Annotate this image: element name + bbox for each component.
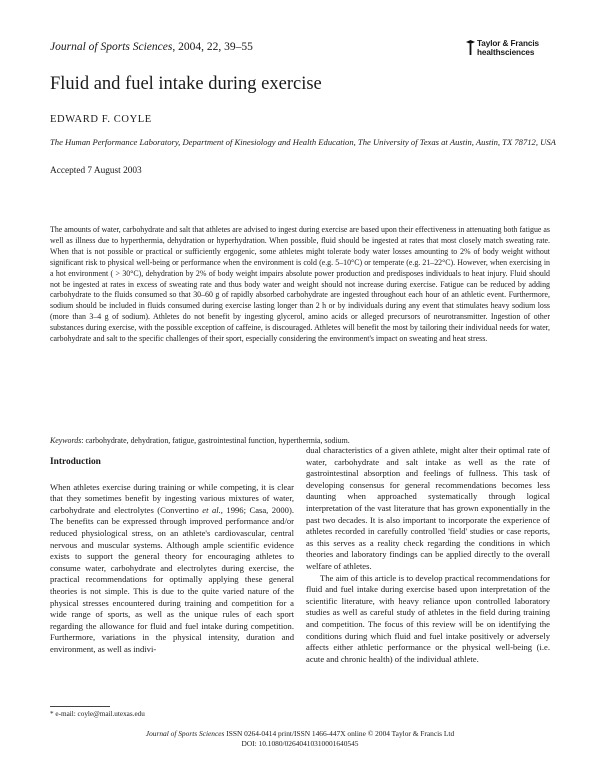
affiliation: The Human Performance Laboratory, Department of Kinesiology and Health Education, The University of Texas at Austin, Austin, TX 78712, USA [50,137,556,147]
page-footer [0,729,600,748]
article-title: Fluid and fuel intake during exercise [50,74,322,94]
paragraph-text: , 1996; Casa, 2000). The benefits can be expressed through improved performance and/or reduced physiological stress, on an athlete's cardiovascular, central nervous and muscular systems. Although ample scientific evidence exists to support the general theory for encouraging athletes to consume water, carbohydrate and electrolytes during exercise, the practical recommendations for optimally applying these general theories is not simple. This is due to the quite varied nature of the physical stresses encountered during training and competition for a wide range of sports, as well as the unique rules of each sport regarding the allowance for fluid and fuel intake during competition. Furthermore, variations in the physical intensity, duration and environment, as well as indivi- [50,504,294,654]
paragraph-text: When athletes exercise during training or while competing, it is clear that they sometimes benefit by ingesting various mixtures of water, carbohydrate and electrolytes (Convertino [50,481,294,515]
keywords-list: : carbohydrate, dehydration, fatigue, gastrointestinal function, hyperthermia, sodium. [81,436,350,445]
journal-details: , 2004, 22, 39–55 [172,41,253,53]
keywords-label: Keywords [50,436,82,445]
footer-doi: DOI: 10.1080/02640410310001640545 [241,738,359,748]
paragraph: The aim of this article is to develop practical recommendations for fluid and fuel intake during exercise based upon interpretation of the scientific literature, with heavy reliance upon controlled laboratory studies as well as careful study of athletes in the field during training and competition. The focus of this review will be on identifying the conditions during which fluid and fuel intake positively or adversely affects either athletic performance or the physical well-being (i.e. acute and chronic health) of the individual athlete. [306,572,550,664]
publisher-division: healthsciences [477,48,535,57]
journal-name: Journal of Sports Sciences [50,41,173,53]
citation-etal: et al. [202,504,221,515]
left-column [50,448,294,656]
section-heading-introduction: Introduction [50,457,101,467]
footer-issn: ISSN 0264-0414 print/ISSN 1466-447X online © 2004 Taylor & Francis Ltd [224,729,455,738]
footer-journal-name: Journal of Sports Sciences [145,729,225,738]
footer-issn-line [0,729,600,739]
footnote-rule [50,706,110,707]
paragraph: dual characteristics of a given athlete, might alter their optimal rate of water, carbohydrate and salt intake as well as the rate of gastrointestinal absorption and feelings of fullness. This task of developing consensus for general recommendations becomes less daunting when approached systematically through logical interpretation of the vast literature that has grown exponentially in the past two decades. It is also important to incorporate the experience of athletes recorded in carefully controlled 'field' studies or case reports, as this serves as a reality check regarding the conditions in which theories and laboratory findings can be applied directly to the overall welfare of athletes. [306,445,550,571]
right-column [306,445,550,665]
author: EDWARD F. COYLE [50,114,152,125]
accepted-date: Accepted 7 August 2003 [50,166,142,176]
footnote-email: * e-mail: coyle@mail.utexas.edu [50,710,145,718]
publisher-logo-icon [466,40,475,55]
publisher-name: Taylor & Francis [477,39,539,48]
journal-citation [50,41,253,53]
paragraph [50,482,294,656]
abstract: The amounts of water, carbohydrate and salt that athletes are advised to ingest during exercise are based upon their effectiveness in attenuating both fatigue as well as illness due to hyperthermia, dehydration or hyperhydration. When possible, fluid should be ingested at rates that most closely match sweating rate. When that is not possible or practical or sufficiently ergogenic, some athletes might tolerate body water losses amounting to 2% of body weight without significant risk to physical well-being or performance when the environment is cold (e.g. 5–10°C) or temperate (e.g. 21–22°C). However, when exercising in a hot environment ( > 30°C), dehydration by 2% of body weight impairs absolute power production and predisposes individuals to heat injury. Fluid should not be ingested at rates in excess of sweating rate and thus body water and weight should not increase during exercise. Fatigue can be reduced by adding carbohydrate to the fluids consumed so that 30–60 g of rapidly absorbed carbohydrate are ingested throughout each hour of an athletic event. Furthermore, sodium should be included in fluids consumed during exercise lasting longer than 2 h or by individuals during any event that stimulates heavy sodium loss (more than 3–4 g of sodium). Athletes do not benefit by ingesting glycerol, amino acids or alleged precursors of neurotransmitter. Ingestion of other substances during exercise, with the possible exception of caffeine, is discouraged. Athletes will benefit the most by tailoring their individual needs for water, carbohydrate and salt to the specific challenges of their sport, especially considering the environment's impact on sweating and heat stress. [50,225,550,344]
